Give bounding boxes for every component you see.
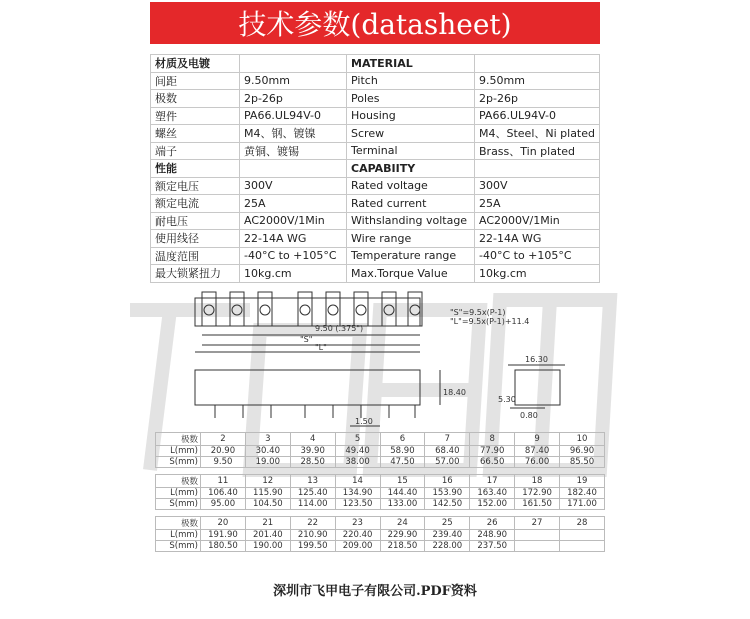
spec-cell-en-val: -40°C to +105°C: [475, 247, 600, 265]
spec-cell-zh: 温度范围: [151, 247, 240, 265]
dimension-cell: 171.00: [560, 499, 605, 510]
dimension-cell: 10: [560, 433, 605, 446]
dimension-cell: 49.40: [335, 446, 380, 457]
spec-cell-en-val: 9.50mm: [475, 72, 600, 90]
dimension-cell: 87.40: [515, 446, 560, 457]
spec-cell-zh: 螺丝: [151, 125, 240, 143]
dim-1: 16.30: [525, 355, 548, 364]
dimension-row-s: [156, 499, 605, 510]
dimension-cell: 13: [290, 475, 335, 488]
spec-row: [151, 230, 600, 248]
spec-cell-en-val: [475, 160, 600, 178]
spec-row: [151, 142, 600, 160]
spec-cell-en-val: AC2000V/1Min: [475, 212, 600, 230]
s-label: "S": [300, 335, 313, 344]
dimension-cell: 180.50: [201, 541, 246, 552]
dimension-cell: 38.00: [335, 457, 380, 468]
spec-cell-en: Max.Torque Value: [347, 265, 475, 283]
dimension-cell: 58.90: [380, 446, 425, 457]
dimension-cell: 114.00: [290, 499, 335, 510]
dimension-cell: 6: [380, 433, 425, 446]
spec-cell-zh: 间距: [151, 72, 240, 90]
dimension-cell: 76.00: [515, 457, 560, 468]
dimension-cell: 39.90: [290, 446, 335, 457]
dim-3: 5.30: [498, 395, 516, 404]
dimension-cell: 66.50: [470, 457, 515, 468]
dimension-cell: 15: [380, 475, 425, 488]
dimension-row-s: [156, 457, 605, 468]
spec-row: [151, 177, 600, 195]
spec-cell-zh-val: 25A: [239, 195, 346, 213]
dimension-cell: 23: [335, 517, 380, 530]
dimension-table: [155, 474, 605, 510]
spec-cell-zh: 端子: [151, 142, 240, 160]
dimension-row-l: [156, 446, 605, 457]
dimension-cell: 209.00: [335, 541, 380, 552]
dimension-cell: 248.90: [470, 530, 515, 541]
dimension-cell: 123.50: [335, 499, 380, 510]
dimension-cell: 21: [245, 517, 290, 530]
dimension-row-poles: [156, 517, 605, 530]
spec-cell-zh-val: [239, 55, 346, 73]
dimension-cell: 14: [335, 475, 380, 488]
dimension-cell: 96.90: [560, 446, 605, 457]
spec-row: [151, 160, 600, 178]
dimension-cell: 228.00: [425, 541, 470, 552]
dimension-cell: 3: [245, 433, 290, 446]
dimension-cell: 133.00: [380, 499, 425, 510]
spec-cell-zh: 塑件: [151, 107, 240, 125]
formula-l: "L"=9.5x(P-1)+11.4: [450, 317, 530, 326]
dimension-cell: [515, 530, 560, 541]
spec-table: [150, 54, 600, 283]
dimension-cell: [560, 530, 605, 541]
dimension-cell: [560, 541, 605, 552]
dim-5: 0.80: [520, 411, 538, 420]
spec-cell-zh: 耐电压: [151, 212, 240, 230]
spec-cell-en: Housing: [347, 107, 475, 125]
dimension-cell: 182.40: [560, 488, 605, 499]
spec-cell-en-val: 22-14A WG: [475, 230, 600, 248]
spec-cell-zh: 最大锁紧扭力: [151, 265, 240, 283]
spec-cell-zh-val: M4、钢、镀镍: [239, 125, 346, 143]
spec-row: [151, 125, 600, 143]
technical-drawing: [150, 290, 600, 430]
spec-row: [151, 107, 600, 125]
dimension-cell: 16: [425, 475, 470, 488]
spec-cell-zh-val: 黄铜、镀锡: [239, 142, 346, 160]
dimension-table: [155, 432, 605, 468]
dimension-cell: 28: [560, 517, 605, 530]
dimension-cell: 9.50: [201, 457, 246, 468]
spec-cell-en-val: M4、Steel、Ni plated: [475, 125, 600, 143]
dimension-cell: 239.40: [425, 530, 470, 541]
dimension-cell: 199.50: [290, 541, 335, 552]
spec-cell-zh: 极数: [151, 90, 240, 108]
dimension-cell: [515, 541, 560, 552]
spec-row: [151, 90, 600, 108]
dimension-cell: 191.90: [201, 530, 246, 541]
dim-4: 1.50: [355, 417, 373, 426]
spec-row: [151, 247, 600, 265]
spec-cell-en: Rated voltage: [347, 177, 475, 195]
spec-cell-en-val: 10kg.cm: [475, 265, 600, 283]
spec-cell-en: Pitch: [347, 72, 475, 90]
dimension-row-label: 极数: [156, 433, 201, 446]
spec-cell-en: Wire range: [347, 230, 475, 248]
spec-cell-en-val: 300V: [475, 177, 600, 195]
dimension-row-label: 极数: [156, 517, 201, 530]
dimension-cell: 7: [425, 433, 470, 446]
spec-cell-en-val: PA66.UL94V-0: [475, 107, 600, 125]
dimension-cell: 142.50: [425, 499, 470, 510]
spec-cell-zh-val: -40°C to +105°C: [239, 247, 346, 265]
formula-s: "S"=9.5x(P-1): [450, 308, 506, 317]
spec-cell-en: MATERIAL: [347, 55, 475, 73]
spec-cell-zh: 使用线径: [151, 230, 240, 248]
spec-row: [151, 212, 600, 230]
dimension-row-label: S(mm): [156, 457, 201, 468]
dimension-row-label: S(mm): [156, 541, 201, 552]
dimension-cell: 8: [470, 433, 515, 446]
dimension-cell: 22: [290, 517, 335, 530]
spec-cell-zh: 额定电流: [151, 195, 240, 213]
dimension-cell: 19: [560, 475, 605, 488]
dimension-cell: 144.40: [380, 488, 425, 499]
dimension-cell: 30.40: [245, 446, 290, 457]
dimension-cell: 47.50: [380, 457, 425, 468]
dimension-cell: 134.90: [335, 488, 380, 499]
dimension-cell: 2: [201, 433, 246, 446]
dimension-cell: 27: [515, 517, 560, 530]
dimension-row-s: [156, 541, 605, 552]
spec-cell-zh: 材质及电镀: [151, 55, 240, 73]
dimension-cell: 104.50: [245, 499, 290, 510]
spec-cell-en-val: [475, 55, 600, 73]
dimension-cell: 237.50: [470, 541, 515, 552]
dimension-cell: 152.00: [470, 499, 515, 510]
spec-cell-zh-val: 300V: [239, 177, 346, 195]
dimension-cell: 20: [201, 517, 246, 530]
dimension-cell: 210.90: [290, 530, 335, 541]
dimension-cell: 220.40: [335, 530, 380, 541]
dimension-cell: 18: [515, 475, 560, 488]
spec-row: [151, 55, 600, 73]
dimension-table: [155, 516, 605, 552]
spec-cell-zh-val: 22-14A WG: [239, 230, 346, 248]
dimension-cell: 5: [335, 433, 380, 446]
dimension-cell: 19.00: [245, 457, 290, 468]
spec-cell-zh-val: AC2000V/1Min: [239, 212, 346, 230]
dimension-cell: 12: [245, 475, 290, 488]
dimension-cell: 25: [425, 517, 470, 530]
spec-cell-en: CAPABIITY: [347, 160, 475, 178]
dimension-cell: 229.90: [380, 530, 425, 541]
dimension-cell: 26: [470, 517, 515, 530]
dimension-row-label: L(mm): [156, 530, 201, 541]
dimension-cell: 57.00: [425, 457, 470, 468]
footer-text: 深圳市飞甲电子有限公司.PDF资料: [273, 584, 477, 599]
dimension-cell: 9: [515, 433, 560, 446]
dimension-row-l: [156, 530, 605, 541]
dimension-cell: 11: [201, 475, 246, 488]
dimension-cell: 77.90: [470, 446, 515, 457]
dimension-cell: 24: [380, 517, 425, 530]
dimension-row-poles: [156, 433, 605, 446]
dimension-cell: 190.00: [245, 541, 290, 552]
dimension-cell: 161.50: [515, 499, 560, 510]
spec-cell-zh: 性能: [151, 160, 240, 178]
dimension-row-label: L(mm): [156, 488, 201, 499]
dimension-cell: 115.90: [245, 488, 290, 499]
dimension-cell: 28.50: [290, 457, 335, 468]
dimension-cell: 172.90: [515, 488, 560, 499]
dimension-cell: 153.90: [425, 488, 470, 499]
dimension-cell: 163.40: [470, 488, 515, 499]
spec-cell-en: Rated current: [347, 195, 475, 213]
dimension-row-label: L(mm): [156, 446, 201, 457]
spec-cell-en: Withslanding voltage: [347, 212, 475, 230]
dimension-cell: 218.50: [380, 541, 425, 552]
dimension-cell: 4: [290, 433, 335, 446]
spec-cell-en: Terminal: [347, 142, 475, 160]
spec-cell-en-val: Brass、Tin plated: [475, 142, 600, 160]
l-label: "L": [315, 343, 327, 352]
spec-cell-zh-val: 10kg.cm: [239, 265, 346, 283]
pitch-label: 9.50 (.375"): [315, 324, 364, 333]
spec-cell-zh-val: 2p-26p: [239, 90, 346, 108]
page-title: 技术参数(datasheet): [150, 2, 600, 44]
dimension-row-label: S(mm): [156, 499, 201, 510]
spec-cell-en-val: 2p-26p: [475, 90, 600, 108]
dimension-cell: 95.00: [201, 499, 246, 510]
dimension-cell: 85.50: [560, 457, 605, 468]
spec-row: [151, 72, 600, 90]
dimension-cell: 17: [470, 475, 515, 488]
spec-cell-zh-val: [239, 160, 346, 178]
dimension-cell: 20.90: [201, 446, 246, 457]
dim-2: 18.40: [443, 388, 466, 397]
spec-cell-en: Poles: [347, 90, 475, 108]
spec-cell-zh-val: PA66.UL94V-0: [239, 107, 346, 125]
spec-cell-zh-val: 9.50mm: [239, 72, 346, 90]
dimension-cell: 201.40: [245, 530, 290, 541]
dimension-row-l: [156, 488, 605, 499]
dimension-row-label: 极数: [156, 475, 201, 488]
spec-cell-en: Temperature range: [347, 247, 475, 265]
spec-cell-en-val: 25A: [475, 195, 600, 213]
dimension-cell: 125.40: [290, 488, 335, 499]
dimension-cell: 106.40: [201, 488, 246, 499]
spec-row: [151, 195, 600, 213]
dimension-cell: 68.40: [425, 446, 470, 457]
spec-cell-zh: 额定电压: [151, 177, 240, 195]
dimension-row-poles: [156, 475, 605, 488]
dimension-tables: [155, 432, 605, 558]
spec-cell-en: Screw: [347, 125, 475, 143]
